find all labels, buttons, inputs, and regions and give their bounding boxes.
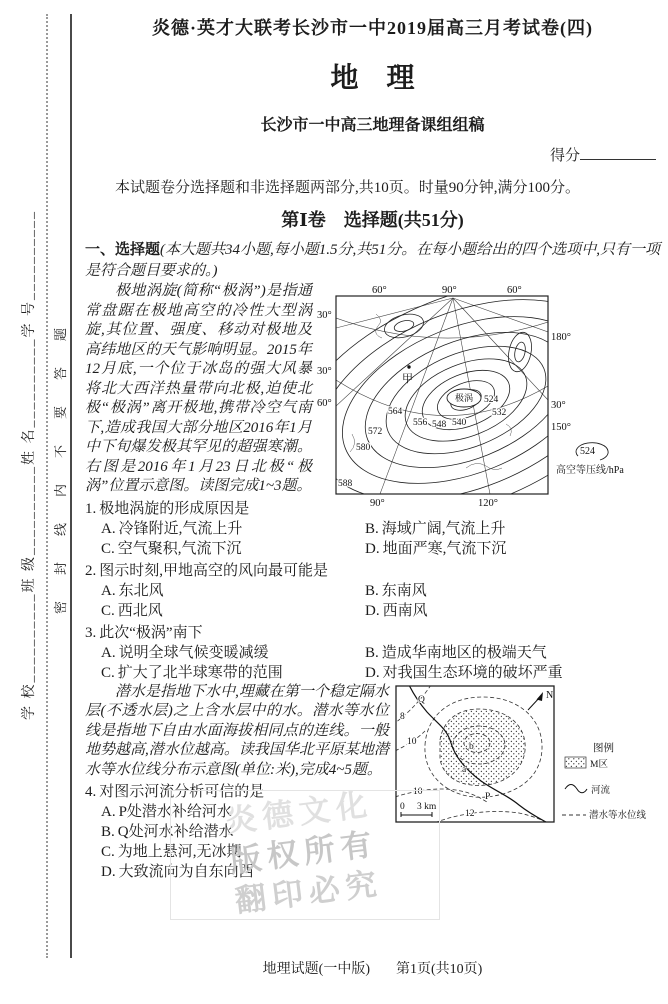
graticule-labels xyxy=(317,285,571,509)
option-b-label: B. xyxy=(365,582,379,599)
lon-right-150: 150° xyxy=(551,422,571,433)
legend-isobar-value: 524 xyxy=(580,446,595,457)
question-3 xyxy=(85,623,660,683)
question-2-number: 2. xyxy=(85,562,97,579)
option-b-text: Q处河水补给潜水 xyxy=(117,824,234,840)
question-3-options-row1 xyxy=(85,643,660,663)
legend-river-symbol xyxy=(565,784,587,792)
isobar-564: 564 xyxy=(388,407,403,417)
option-c-label: C. xyxy=(101,664,115,681)
isobar-524: 524 xyxy=(484,395,499,405)
point-a-label: a xyxy=(462,764,467,775)
legend-isobar-text: 高空等压线/hPa xyxy=(556,465,624,476)
question-3-text: 此次“极涡”南下 xyxy=(99,624,203,641)
isobar-588: 588 xyxy=(338,479,353,489)
map1-legend xyxy=(556,443,624,476)
intro-note: 本试题卷分选择题和非选择题两部分,共10页。时量90分钟,满分100分。 xyxy=(115,180,581,196)
option-d-text: 大致流向为自东向西 xyxy=(118,864,254,880)
option-a-text: 冷锋附近,气流上升 xyxy=(118,520,243,537)
legend-river-label: 河流 xyxy=(591,785,611,796)
lon-top-90: 90° xyxy=(442,285,457,296)
option-d-label: D. xyxy=(365,602,380,619)
question-4-number: 4. xyxy=(85,784,97,800)
lon-right-180: 180° xyxy=(551,332,571,343)
question-2-options-row2 xyxy=(85,601,660,621)
legend-contour-label: 潜水等水位线 xyxy=(589,810,647,821)
option-d-label: D. xyxy=(101,864,116,880)
vortex-label: 极涡 xyxy=(455,393,474,403)
isobar-532: 532 xyxy=(492,408,507,418)
option-b-text: 造成华南地区的极端天气 xyxy=(381,644,547,661)
question-2-stem xyxy=(85,561,660,581)
option-b-label: B. xyxy=(365,644,379,661)
option-b-text: 海域广阔,气流上升 xyxy=(381,520,506,537)
sidebar-student-fields: 学 校__________班 级__________姓 名__________学 号__________ xyxy=(22,210,37,720)
sidebar-seal-text: 密封线内不要答题 xyxy=(53,302,68,615)
isobar-548: 548 xyxy=(432,420,447,430)
map-frame xyxy=(336,296,548,494)
option-c-text: 扩大了北半球寒带的范围 xyxy=(117,664,283,681)
question-2-option-d xyxy=(365,601,428,621)
point-jia-label: 甲 xyxy=(402,373,413,385)
seal-dotted-line xyxy=(46,14,48,958)
point-jia-dot xyxy=(407,365,410,368)
watermark-line-3: 翻印必究 xyxy=(233,865,385,919)
option-b-label: B. xyxy=(365,520,379,537)
map2-legend xyxy=(562,741,647,821)
question-3-number: 3. xyxy=(85,624,97,641)
legend-title: 图例 xyxy=(593,742,614,754)
question-2-option-c xyxy=(101,601,365,621)
question-4-option-d xyxy=(85,862,660,882)
lon-bottom-90: 90° xyxy=(370,498,385,509)
option-a-text: P处潜水补给河水 xyxy=(118,804,232,820)
passage2-block xyxy=(85,683,660,883)
passage-2: 潜水是指地下水中,埋藏在第一个稳定隔水层(不透水层)之上含水层中的水。潜水等水位线是指地下自由水面海拔相同点的连线。一般地势越高,潜水位越高。读我国华北平原某地潜水等水位线分布示意图(单位:米),完成4~5题。 xyxy=(85,683,389,778)
instruction-body: (本大题共34小题,每小题1.5分,共51分。在每小题给出的四个选项中,只有一项是符合题目要求的。) xyxy=(85,242,661,279)
option-a-label: A. xyxy=(101,804,116,820)
question-1-option-b xyxy=(365,519,506,539)
lat-left-30b: 30° xyxy=(317,366,332,377)
option-d-label: D. xyxy=(365,540,380,557)
isobar-540: 540 xyxy=(452,418,467,428)
question-3-option-b xyxy=(365,643,547,663)
polar-vortex-map xyxy=(316,284,660,510)
lat-left-30: 30° xyxy=(317,310,332,321)
point-q-label: Q xyxy=(418,694,425,705)
option-d-label: D. xyxy=(365,664,380,681)
question-1-option-d xyxy=(365,539,506,559)
score-blank xyxy=(580,145,656,160)
option-d-text: 地面严寒,气流下沉 xyxy=(382,540,507,557)
score-row xyxy=(85,144,660,165)
selection-instructions xyxy=(85,240,660,282)
contour-8-label: 8 xyxy=(400,711,405,722)
legend-m-label: M区 xyxy=(590,759,608,770)
instruction-lead: 一、选择题 xyxy=(85,242,161,258)
lat-right-30: 30° xyxy=(551,400,566,411)
question-4-text: 对图示河流分析可信的是 xyxy=(99,784,265,800)
isobar-580: 580 xyxy=(356,443,371,453)
lat-left-60: 60° xyxy=(317,398,332,409)
isobar-556: 556 xyxy=(413,418,428,428)
contour-10-lower-label: 10 xyxy=(413,786,423,797)
option-a-label: A. xyxy=(101,520,116,537)
option-d-text: 西南风 xyxy=(382,602,428,619)
question-1-option-a xyxy=(101,519,365,539)
point-b-label: b xyxy=(469,741,474,752)
question-1-option-c xyxy=(101,539,365,559)
option-a-label: A. xyxy=(101,582,116,599)
option-a-text: 东北风 xyxy=(118,582,164,599)
question-3-option-d xyxy=(365,663,563,683)
contour-12-label: 12 xyxy=(465,808,475,819)
contour-10-upper-label: 10 xyxy=(407,736,417,747)
north-label: N xyxy=(546,689,554,701)
question-2-text: 图示时刻,甲地高空的风向最可能是 xyxy=(99,562,329,579)
question-3-option-c xyxy=(101,663,365,683)
passage-1: 极地涡旋(简称“极涡”)是指通常盘踞在极地高空的冷性大型涡旋,其位置、强度、移动对极地及高纬地区的天气影响明显。2015年12月底,一个位于冰岛的强大风暴将北大西洋热量带向北极,迫使北极“极涡”离开极地,携带冷空气南下,造成我国大部分地区2016年1月中下旬爆发极其罕见的超强寒潮。右图是2016年1月23日北极“极涡”位置示意图。读图完成1~3题。 xyxy=(85,283,312,494)
footer-doc-title: 地理试题(一中版) xyxy=(262,962,370,977)
option-c-label: C. xyxy=(101,844,115,860)
scale-bar xyxy=(400,802,437,817)
option-a-label: A. xyxy=(101,644,116,661)
lon-top-60: 60° xyxy=(372,285,387,296)
point-p-label: P xyxy=(485,791,491,802)
question-2-option-a xyxy=(101,581,365,601)
option-c-text: 为地上悬河,无冰期 xyxy=(117,844,242,860)
lon-bottom-120: 120° xyxy=(478,498,498,509)
section-heading: 第Ⅰ卷 选择题(共51分) xyxy=(281,210,464,230)
option-c-label: C. xyxy=(101,602,115,619)
subtitle: 长沙市一中高三地理备课组组稿 xyxy=(260,117,485,134)
question-1-options-row2 xyxy=(85,539,660,559)
question-2-options-row1 xyxy=(85,581,660,601)
option-b-label: B. xyxy=(101,824,115,840)
option-b-text: 东南风 xyxy=(381,582,427,599)
groundwater-map-figure xyxy=(395,685,660,827)
question-3-options-row2 xyxy=(85,663,660,683)
legend-m-swatch xyxy=(565,757,586,768)
isobar-572: 572 xyxy=(368,427,383,437)
groundwater-map xyxy=(395,685,660,827)
question-2-option-b xyxy=(365,581,427,601)
question-3-stem xyxy=(85,623,660,643)
north-arrow xyxy=(528,690,553,710)
question-2 xyxy=(85,561,660,621)
page-content xyxy=(85,14,660,882)
scale-end-label: 3 km xyxy=(417,801,437,812)
option-a-text: 说明全球气候变暖减缓 xyxy=(118,644,269,661)
exam-title: 炎德·英才大联考长沙市一中2019届高三月考试卷(四) xyxy=(152,18,593,38)
question-1-text: 极地涡旋的形成原因是 xyxy=(99,500,250,517)
footer-page-number: 第1页(共10页) xyxy=(396,962,483,977)
score-label: 得分 xyxy=(549,148,580,164)
question-3-option-a xyxy=(101,643,365,663)
question-4-option-c xyxy=(85,842,660,862)
page-border-line xyxy=(70,14,72,958)
polar-vortex-map-figure xyxy=(316,284,660,510)
option-c-label: C. xyxy=(101,540,115,557)
watermark-line-2: 版权所有 xyxy=(228,826,380,879)
option-d-text: 对我国生态环境的破坏严重 xyxy=(382,664,563,681)
scale-zero-label: 0 xyxy=(400,801,405,812)
page-footer xyxy=(85,958,660,978)
question-1-number: 1. xyxy=(85,500,97,517)
subject-title: 地 理 xyxy=(330,63,415,94)
question-1-options-row1 xyxy=(85,519,660,539)
lon-top-60b: 60° xyxy=(507,285,522,296)
option-c-text: 西北风 xyxy=(117,602,163,619)
option-c-text: 空气聚积,气流下沉 xyxy=(117,540,242,557)
watermark-line-1: 炎德文化 xyxy=(223,786,375,840)
